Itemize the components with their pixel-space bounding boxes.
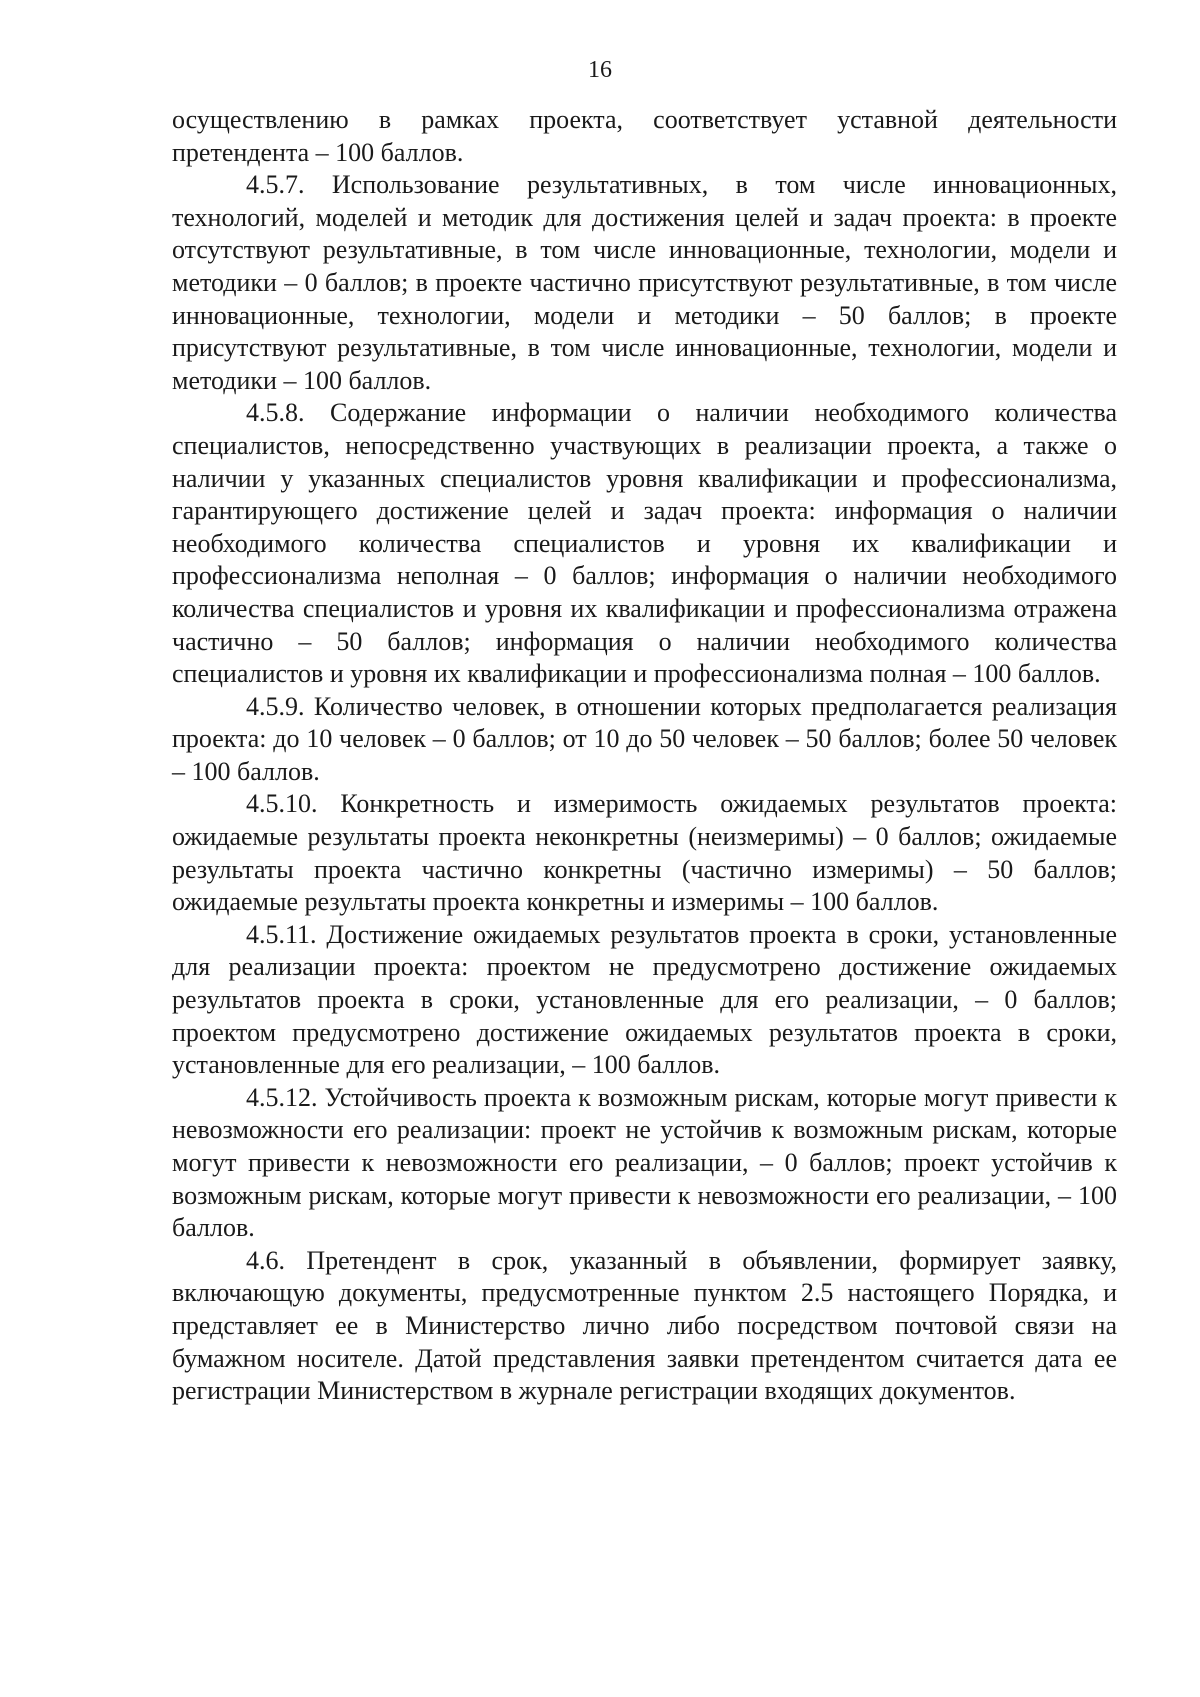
- paragraph-4-5-12: 4.5.12. Устойчивость проекта к возможным рискам, которые могут привести к невозможности его реализации: проект не устойчив к возможным рискам, которые могут привести к невозможности его реализации, – 0 баллов; проект устойчив к возможным рискам, которые могут привести к невозможности его реализации, – 100 баллов.: [172, 1082, 1117, 1243]
- page-number: 16: [588, 57, 612, 83]
- paragraph-4-5-9: 4.5.9. Количество человек, в отношении которых предполагается реализация проекта: до 10 человек – 0 баллов; от 10 до 50 человек – 50 баллов; более 50 человек – 100 баллов.: [172, 691, 1117, 786]
- paragraph-4-5-11: 4.5.11. Достижение ожидаемых результатов проекта в сроки, установленные для реализации проекта: проектом не предусмотрено достижение ожидаемых результатов проекта в сроки, установленные для его реализации, – 0 баллов; проектом предусмотрено достижение ожидаемых результатов проекта в сроки, установленные для его реализации, – 100 баллов.: [172, 919, 1117, 1080]
- paragraph-4-5-10: 4.5.10. Конкретность и измеримость ожидаемых результатов проекта: ожидаемые результаты проекта неконкретны (неизмеримы) – 0 баллов; ожидаемые результаты проекта частично конкретны (частично измеримы) – 50 баллов; ожидаемые результаты проекта конкретны и измеримы – 100 баллов.: [172, 789, 1117, 917]
- paragraph-4-5-8: 4.5.8. Содержание информации о наличии необходимого количества специалистов, непосредственно участвующих в реализации проекта, а также о наличии у указанных специалистов уровня квалификации и профессионализма, гарантирующего достижение целей и задач проекта: информация о наличии необходимого количества специалистов и уровня их квалификации и профессионализма неполная – 0 баллов; информация о наличии необходимого количества специалистов и уровня их квалификации и профессионализма отражена частично – 50 баллов; информация о наличии необходимого количества специалистов и уровня их квалификации и профессионализма полная – 100 баллов.: [172, 398, 1117, 689]
- paragraph-4-6: 4.6. Претендент в срок, указанный в объявлении, формирует заявку, включающую документы, предусмотренные пунктом 2.5 настоящего Порядка, и представляет ее в Министерство лично либо посредством почтовой связи на бумажном носителе. Датой представления заявки претендентом считается дата ее регистрации Министерством в журнале регистрации входящих документов.: [172, 1245, 1117, 1406]
- paragraph-continuation: осуществлению в рамках проекта, соответствует уставной деятельности претендента – 100 баллов.: [172, 105, 1117, 167]
- paragraph-4-5-7: 4.5.7. Использование результативных, в том числе инновационных, технологий, моделей и методик для достижения целей и задач проекта: в проекте отсутствуют результативные, в том числе инновационные, технологии, модели и методики – 0 баллов; в проекте частично присутствуют результативные, в том числе инновационные, технологии, модели и методики – 50 баллов; в проекте присутствуют результативные, в том числе инновационные, технологии, модели и методики – 100 баллов.: [172, 170, 1117, 395]
- document-body: [172, 104, 1117, 1408]
